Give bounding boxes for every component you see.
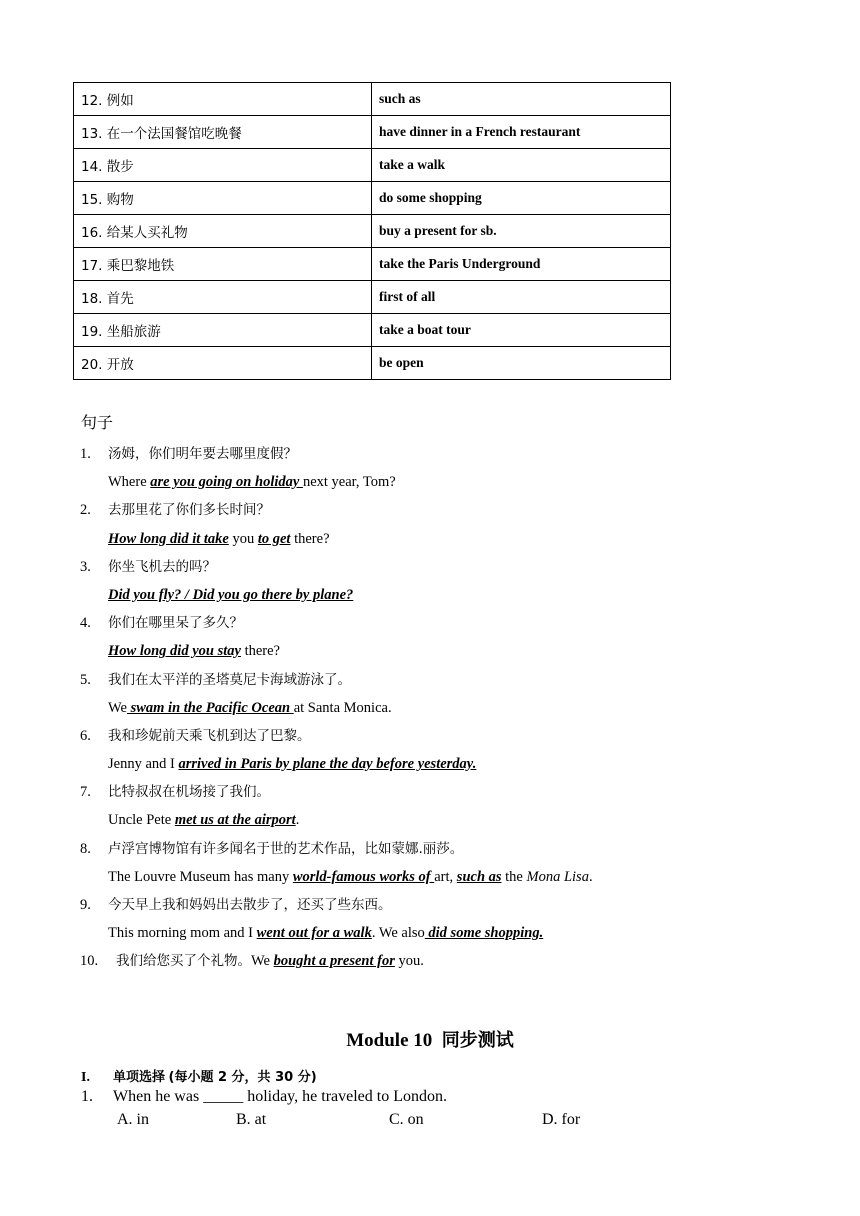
- sentence-text: .: [588, 868, 593, 885]
- sentence-text: . We also: [371, 925, 425, 942]
- module-title: [0, 1026, 860, 1052]
- sentence-chinese: 我们给您买了个礼物。: [116, 953, 251, 970]
- sentence-list: [80, 440, 780, 976]
- sentence-text: you: [228, 530, 258, 547]
- sentence-number: 4.: [80, 615, 91, 632]
- vocab-chinese: 15. 购物: [74, 182, 372, 215]
- sentence-english-line: [80, 637, 780, 665]
- sentence-number: 9.: [80, 897, 91, 913]
- sentence-chinese: 汤姆，你们明年要去哪里度假？: [108, 446, 297, 462]
- sentence-chinese-line: [80, 891, 780, 919]
- sentence-text: Jenny and I: [108, 756, 179, 773]
- option-d: D. for: [542, 1111, 581, 1128]
- sentence-chinese: 我和珍妮前天乘飞机到达了巴黎。: [108, 727, 311, 744]
- vocab-row: [74, 347, 671, 380]
- answer-text: Did you fly? / Did you go there by plane?: [108, 586, 354, 603]
- part-label: 单项选择: [113, 1070, 166, 1085]
- answer-text: such as: [456, 868, 502, 885]
- vocab-english: have dinner in a French restaurant: [372, 116, 671, 149]
- answer-text: How long did you stay: [108, 643, 241, 660]
- vocab-row: [74, 182, 671, 215]
- question-number: 1.: [81, 1088, 93, 1105]
- sentence-english-line: [80, 525, 780, 553]
- part-note: (每小题 2 分，共 30 分): [168, 1070, 317, 1085]
- sentence-chinese-line: [80, 440, 780, 468]
- vocab-chinese: 18. 首先: [74, 281, 372, 314]
- sentence-number: 6.: [80, 727, 91, 744]
- vocab-english: do some shopping: [372, 182, 671, 215]
- vocab-chinese: 12. 例如: [74, 83, 372, 116]
- sentence-text: there?: [240, 643, 280, 660]
- vocab-chinese: 14. 散步: [74, 149, 372, 182]
- sentence-text: We: [108, 699, 127, 716]
- sentence-chinese: 我们在太平洋的圣塔莫尼卡海域游泳了。: [108, 671, 351, 688]
- sentence-number: 3.: [80, 558, 91, 575]
- sentence-chinese-line: [80, 553, 780, 581]
- sentence-chinese-line: [80, 496, 780, 524]
- part-number: I.: [81, 1070, 90, 1085]
- sentence-chinese: 去那里花了你们多长时间？: [108, 502, 270, 519]
- sentence-chinese: 今天早上我和妈妈出去散步了，还买了些东西。: [108, 897, 392, 913]
- sentence-text: at Santa Monica.: [293, 699, 392, 716]
- sentence-chinese-line: [80, 666, 780, 694]
- sentence-number: 2.: [80, 502, 91, 519]
- sentence-text: the: [501, 868, 527, 885]
- sentence-english-line: [80, 581, 780, 609]
- vocab-english: take a walk: [372, 149, 671, 182]
- sentence-chinese-line: [80, 778, 780, 806]
- sentence-text: Uncle Pete: [108, 812, 175, 829]
- sentence-english-line: [80, 806, 780, 834]
- part-heading: [81, 1066, 317, 1086]
- sentence-chinese: 你坐飞机去的吗？: [108, 558, 216, 575]
- sentence-text: We: [251, 953, 274, 970]
- sentence-text: you.: [394, 953, 424, 970]
- vocab-chinese: 20. 开放: [74, 347, 372, 380]
- vocab-english: first of all: [372, 281, 671, 314]
- sentence-text: The Louvre Museum has many: [108, 868, 293, 885]
- option-b: B. at: [236, 1111, 267, 1128]
- vocab-row: [74, 281, 671, 314]
- vocab-row: [74, 314, 671, 347]
- sentence-number: 8.: [80, 840, 91, 857]
- vocab-row: [74, 215, 671, 248]
- sentence-english-line: [80, 750, 780, 778]
- sentence-english-line: [80, 919, 780, 947]
- sentence-number: 5.: [80, 671, 91, 688]
- sentence-text: next year, Tom?: [302, 474, 396, 491]
- sentence-text: This morning mom and I: [108, 925, 257, 942]
- sentence-10-line: [80, 947, 780, 975]
- vocab-chinese: 19. 坐船旅游: [74, 314, 372, 347]
- vocab-english: take the Paris Underground: [372, 248, 671, 281]
- answer-text: went out for a walk: [256, 925, 372, 942]
- sentence-english-line: [80, 694, 780, 722]
- answer-text: How long did it take: [108, 530, 229, 547]
- sentence-text: art,: [434, 868, 457, 885]
- vocab-english: such as: [372, 83, 671, 116]
- sentence-text: there?: [290, 530, 330, 547]
- vocab-row: [74, 248, 671, 281]
- vocab-chinese: 17. 乘巴黎地铁: [74, 248, 372, 281]
- sentence-text: .: [295, 812, 300, 829]
- sentence-number: 10.: [80, 953, 99, 970]
- vocab-chinese: 13. 在一个法国餐馆吃晚餐: [74, 116, 372, 149]
- module-subtitle: 同步测试: [441, 1030, 514, 1051]
- sentence-chinese: 你们在哪里呆了多久？: [108, 615, 243, 632]
- sentence-text: Where: [108, 474, 151, 491]
- question-text: When he was _____ holiday, he traveled to London.: [113, 1088, 447, 1105]
- sentence-chinese: 比特叔叔在机场接了我们。: [108, 784, 270, 801]
- vocab-english: be open: [372, 347, 671, 380]
- answer-text: arrived in Paris by plane the day before yesterday.: [178, 756, 477, 773]
- sentence-english-line: [80, 468, 780, 496]
- vocabulary-table: [73, 82, 671, 380]
- vocab-row: [74, 83, 671, 116]
- answer-text: world-famous works of: [292, 868, 435, 885]
- answer-text: met us at the airport: [174, 812, 296, 829]
- answer-text: swam in the Pacific Ocean: [126, 699, 294, 716]
- sentence-chinese-line: [80, 609, 780, 637]
- vocab-row: [74, 149, 671, 182]
- vocab-chinese: 16. 给某人买礼物: [74, 215, 372, 248]
- vocab-row: [74, 116, 671, 149]
- italic-title: Mona Lisa: [526, 868, 589, 885]
- option-a: A. in: [117, 1111, 149, 1128]
- answer-text: to get: [257, 530, 291, 547]
- sentence-chinese-line: [80, 835, 780, 863]
- vocab-english: buy a present for sb.: [372, 215, 671, 248]
- answer-text: are you going on holiday: [150, 474, 303, 491]
- question-1: [81, 1086, 447, 1108]
- module-title-text: Module 10: [346, 1030, 433, 1051]
- sentence-number: 7.: [80, 784, 91, 801]
- sentence-chinese: 卢浮宫博物馆有许多闻名于世的艺术作品，比如蒙娜.丽莎。: [108, 840, 464, 857]
- option-c: C. on: [389, 1111, 424, 1128]
- section-title-sentences: 句子: [81, 413, 114, 432]
- sentence-number: 1.: [80, 446, 91, 462]
- sentence-english-line: [80, 863, 780, 891]
- vocab-english: take a boat tour: [372, 314, 671, 347]
- answer-text: did some shopping.: [424, 925, 544, 942]
- answer-text: bought a present for: [273, 953, 395, 970]
- sentence-chinese-line: [80, 722, 780, 750]
